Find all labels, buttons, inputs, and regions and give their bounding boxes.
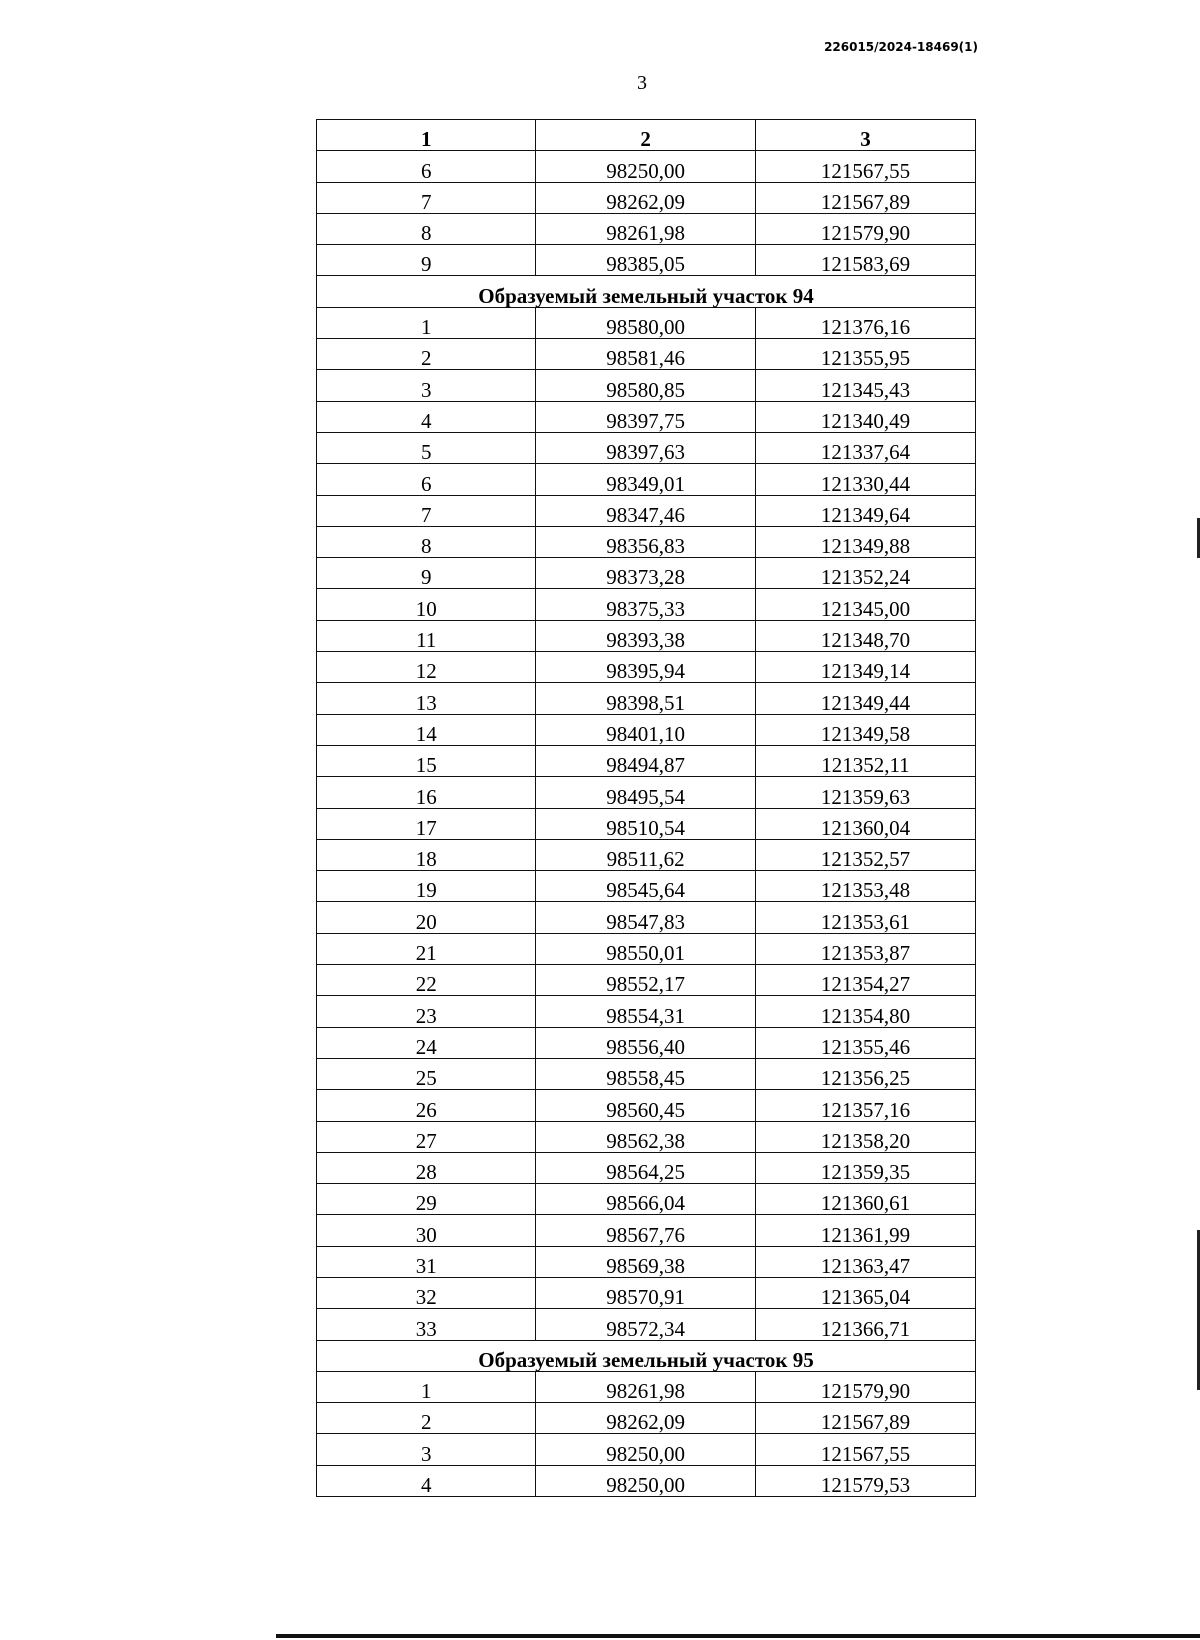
y-coordinate-cell: 121567,89 — [755, 182, 975, 213]
point-number-cell: 22 — [317, 965, 536, 996]
point-number-cell: 3 — [317, 370, 536, 401]
x-coordinate-cell: 98511,62 — [536, 839, 755, 870]
point-number-cell: 1 — [317, 1371, 536, 1402]
x-coordinate-cell: 98560,45 — [536, 1090, 755, 1121]
x-coordinate-cell: 98356,83 — [536, 526, 755, 557]
point-number-cell: 29 — [317, 1184, 536, 1215]
table-row — [317, 996, 976, 1027]
y-coordinate-cell: 121349,44 — [755, 683, 975, 714]
column-header: 3 — [755, 120, 975, 151]
point-number-cell: 18 — [317, 839, 536, 870]
point-number-cell: 6 — [317, 151, 536, 182]
column-header: 2 — [536, 120, 755, 151]
x-coordinate-cell: 98250,00 — [536, 1434, 755, 1465]
y-coordinate-cell: 121353,48 — [755, 871, 975, 902]
point-number-cell: 33 — [317, 1309, 536, 1340]
y-coordinate-cell: 121356,25 — [755, 1058, 975, 1089]
x-coordinate-cell: 98581,46 — [536, 339, 755, 370]
table-row — [317, 1465, 976, 1496]
x-coordinate-cell: 98510,54 — [536, 808, 755, 839]
table-row — [317, 1246, 976, 1277]
point-number-cell: 27 — [317, 1121, 536, 1152]
y-coordinate-cell: 121363,47 — [755, 1246, 975, 1277]
table-row — [317, 526, 976, 557]
x-coordinate-cell: 98401,10 — [536, 714, 755, 745]
x-coordinate-cell: 98550,01 — [536, 933, 755, 964]
x-coordinate-cell: 98262,09 — [536, 1403, 755, 1434]
x-coordinate-cell: 98570,91 — [536, 1277, 755, 1308]
y-coordinate-cell: 121567,89 — [755, 1403, 975, 1434]
table-row — [317, 307, 976, 338]
point-number-cell: 9 — [317, 558, 536, 589]
x-coordinate-cell: 98569,38 — [536, 1246, 755, 1277]
table-row — [317, 965, 976, 996]
point-number-cell: 13 — [317, 683, 536, 714]
x-coordinate-cell: 98375,33 — [536, 589, 755, 620]
x-coordinate-cell: 98564,25 — [536, 1152, 755, 1183]
x-coordinate-cell: 98566,04 — [536, 1184, 755, 1215]
y-coordinate-cell: 121360,04 — [755, 808, 975, 839]
y-coordinate-cell: 121353,61 — [755, 902, 975, 933]
point-number-cell: 28 — [317, 1152, 536, 1183]
y-coordinate-cell: 121349,58 — [755, 714, 975, 745]
point-number-cell: 14 — [317, 714, 536, 745]
x-coordinate-cell: 98395,94 — [536, 652, 755, 683]
table-row — [317, 1027, 976, 1058]
column-header: 1 — [317, 120, 536, 151]
x-coordinate-cell: 98554,31 — [536, 996, 755, 1027]
point-number-cell: 11 — [317, 620, 536, 651]
x-coordinate-cell: 98250,00 — [536, 151, 755, 182]
x-coordinate-cell: 98261,98 — [536, 213, 755, 244]
coordinates-table — [316, 119, 976, 1497]
table-row — [317, 589, 976, 620]
x-coordinate-cell: 98558,45 — [536, 1058, 755, 1089]
point-number-cell: 9 — [317, 245, 536, 276]
table-row — [317, 1184, 976, 1215]
table-row — [317, 1309, 976, 1340]
point-number-cell: 4 — [317, 1465, 536, 1496]
point-number-cell: 32 — [317, 1277, 536, 1308]
table-row — [317, 151, 976, 182]
table-row — [317, 1152, 976, 1183]
point-number-cell: 3 — [317, 1434, 536, 1465]
y-coordinate-cell: 121360,61 — [755, 1184, 975, 1215]
y-coordinate-cell: 121358,20 — [755, 1121, 975, 1152]
point-number-cell: 1 — [317, 307, 536, 338]
point-number-cell: 31 — [317, 1246, 536, 1277]
point-number-cell: 25 — [317, 1058, 536, 1089]
table-row — [317, 213, 976, 244]
y-coordinate-cell: 121579,90 — [755, 213, 975, 244]
table-row — [317, 370, 976, 401]
table-row — [317, 432, 976, 463]
x-coordinate-cell: 98547,83 — [536, 902, 755, 933]
y-coordinate-cell: 121359,63 — [755, 777, 975, 808]
table-row — [317, 1215, 976, 1246]
point-number-cell: 2 — [317, 339, 536, 370]
y-coordinate-cell: 121359,35 — [755, 1152, 975, 1183]
x-coordinate-cell: 98349,01 — [536, 464, 755, 495]
point-number-cell: 24 — [317, 1027, 536, 1058]
y-coordinate-cell: 121330,44 — [755, 464, 975, 495]
page-number: 3 — [637, 72, 647, 94]
table-row — [317, 1371, 976, 1402]
y-coordinate-cell: 121352,24 — [755, 558, 975, 589]
table-row — [317, 745, 976, 776]
point-number-cell: 8 — [317, 526, 536, 557]
section-row — [317, 1340, 976, 1371]
point-number-cell: 12 — [317, 652, 536, 683]
table-row — [317, 808, 976, 839]
table-row — [317, 558, 976, 589]
point-number-cell: 26 — [317, 1090, 536, 1121]
y-coordinate-cell: 121376,16 — [755, 307, 975, 338]
point-number-cell: 17 — [317, 808, 536, 839]
table-header-row — [317, 120, 976, 151]
y-coordinate-cell: 121354,27 — [755, 965, 975, 996]
table-row — [317, 401, 976, 432]
table-row — [317, 714, 976, 745]
point-number-cell: 16 — [317, 777, 536, 808]
section-row — [317, 276, 976, 307]
y-coordinate-cell: 121361,99 — [755, 1215, 975, 1246]
table-row — [317, 620, 976, 651]
table-row — [317, 1121, 976, 1152]
table-row — [317, 1434, 976, 1465]
y-coordinate-cell: 121340,49 — [755, 401, 975, 432]
point-number-cell: 6 — [317, 464, 536, 495]
table-row — [317, 1277, 976, 1308]
y-coordinate-cell: 121365,04 — [755, 1277, 975, 1308]
section-title: Образуемый земельный участок 95 — [317, 1340, 976, 1371]
document-id: 226015/2024-18469(1) — [824, 40, 978, 54]
table-row — [317, 902, 976, 933]
x-coordinate-cell: 98572,34 — [536, 1309, 755, 1340]
point-number-cell: 10 — [317, 589, 536, 620]
point-number-cell: 23 — [317, 996, 536, 1027]
table-body — [317, 151, 976, 1497]
y-coordinate-cell: 121349,64 — [755, 495, 975, 526]
point-number-cell: 8 — [317, 213, 536, 244]
x-coordinate-cell: 98580,00 — [536, 307, 755, 338]
y-coordinate-cell: 121355,95 — [755, 339, 975, 370]
y-coordinate-cell: 121353,87 — [755, 933, 975, 964]
x-coordinate-cell: 98261,98 — [536, 1371, 755, 1402]
point-number-cell: 4 — [317, 401, 536, 432]
point-number-cell: 7 — [317, 495, 536, 526]
table-row — [317, 652, 976, 683]
y-coordinate-cell: 121352,11 — [755, 745, 975, 776]
x-coordinate-cell: 98250,00 — [536, 1465, 755, 1496]
table-row — [317, 777, 976, 808]
y-coordinate-cell: 121355,46 — [755, 1027, 975, 1058]
point-number-cell: 7 — [317, 182, 536, 213]
y-coordinate-cell: 121567,55 — [755, 1434, 975, 1465]
y-coordinate-cell: 121579,90 — [755, 1371, 975, 1402]
y-coordinate-cell: 121349,14 — [755, 652, 975, 683]
x-coordinate-cell: 98552,17 — [536, 965, 755, 996]
y-coordinate-cell: 121354,80 — [755, 996, 975, 1027]
y-coordinate-cell: 121357,16 — [755, 1090, 975, 1121]
table-row — [317, 1090, 976, 1121]
point-number-cell: 15 — [317, 745, 536, 776]
x-coordinate-cell: 98398,51 — [536, 683, 755, 714]
table-row — [317, 182, 976, 213]
y-coordinate-cell: 121366,71 — [755, 1309, 975, 1340]
x-coordinate-cell: 98495,54 — [536, 777, 755, 808]
y-coordinate-cell: 121348,70 — [755, 620, 975, 651]
point-number-cell: 21 — [317, 933, 536, 964]
y-coordinate-cell: 121579,53 — [755, 1465, 975, 1496]
table-row — [317, 933, 976, 964]
x-coordinate-cell: 98397,75 — [536, 401, 755, 432]
x-coordinate-cell: 98545,64 — [536, 871, 755, 902]
point-number-cell: 2 — [317, 1403, 536, 1434]
table-row — [317, 339, 976, 370]
table-row — [317, 464, 976, 495]
y-coordinate-cell: 121567,55 — [755, 151, 975, 182]
point-number-cell: 19 — [317, 871, 536, 902]
y-coordinate-cell: 121337,64 — [755, 432, 975, 463]
table-row — [317, 245, 976, 276]
y-coordinate-cell: 121345,00 — [755, 589, 975, 620]
y-coordinate-cell: 121352,57 — [755, 839, 975, 870]
y-coordinate-cell: 121345,43 — [755, 370, 975, 401]
y-coordinate-cell: 121583,69 — [755, 245, 975, 276]
point-number-cell: 20 — [317, 902, 536, 933]
point-number-cell: 5 — [317, 432, 536, 463]
point-number-cell: 30 — [317, 1215, 536, 1246]
table-row — [317, 495, 976, 526]
y-coordinate-cell: 121349,88 — [755, 526, 975, 557]
table-row — [317, 1403, 976, 1434]
x-coordinate-cell: 98567,76 — [536, 1215, 755, 1246]
x-coordinate-cell: 98562,38 — [536, 1121, 755, 1152]
x-coordinate-cell: 98262,09 — [536, 182, 755, 213]
table-row — [317, 871, 976, 902]
x-coordinate-cell: 98397,63 — [536, 432, 755, 463]
page-bottom-rule — [276, 1634, 1200, 1638]
x-coordinate-cell: 98580,85 — [536, 370, 755, 401]
x-coordinate-cell: 98393,38 — [536, 620, 755, 651]
x-coordinate-cell: 98556,40 — [536, 1027, 755, 1058]
x-coordinate-cell: 98494,87 — [536, 745, 755, 776]
section-title: Образуемый земельный участок 94 — [317, 276, 976, 307]
x-coordinate-cell: 98347,46 — [536, 495, 755, 526]
table-row — [317, 1058, 976, 1089]
table-row — [317, 839, 976, 870]
x-coordinate-cell: 98385,05 — [536, 245, 755, 276]
table-row — [317, 683, 976, 714]
x-coordinate-cell: 98373,28 — [536, 558, 755, 589]
